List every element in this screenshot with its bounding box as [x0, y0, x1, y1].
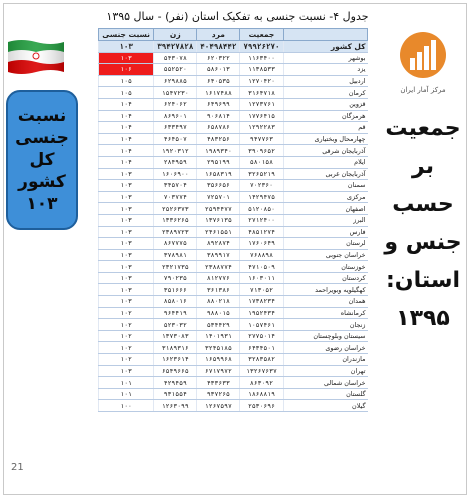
province-cell: لرستان — [283, 238, 368, 250]
table-header-row — [99, 29, 368, 41]
table-row — [99, 226, 368, 238]
population-cell: ۲۷۱۲۴۰۰ — [240, 214, 283, 226]
province-cell: گلستان — [283, 388, 368, 400]
ratio-cell: ۱۰۳ — [99, 180, 154, 192]
female-cell: ۲۸۴۹۵۹ — [154, 156, 197, 168]
ratio-cell: ۱۰۳ — [99, 52, 154, 64]
ratio-cell: ۱۰۱ — [99, 388, 154, 400]
col-header-population: جمعیت — [240, 29, 283, 41]
iran-flag-icon — [6, 36, 66, 76]
col-header-ratio: نسبت جنسی — [99, 29, 154, 41]
table-row — [99, 122, 368, 134]
ratio-cell: ۱۰۲ — [99, 330, 154, 342]
total-male: ۴۰۴۹۸۴۴۲ — [197, 41, 240, 53]
male-cell: ۶۴۰۵۳۵ — [197, 75, 240, 87]
male-cell: ۵۳۴۴۲۹ — [197, 319, 240, 331]
province-cell: خوزستان — [283, 261, 368, 273]
province-cell: یزد — [283, 64, 368, 76]
population-cell: ۶۴۳۴۵۰۱ — [240, 342, 283, 354]
table-row — [99, 261, 368, 273]
male-cell: ۱۶۵۹۹۶۸ — [197, 354, 240, 366]
male-cell: ۲۹۵۱۹۹ — [197, 156, 240, 168]
population-cell: ۳۹۰۹۶۵۲ — [240, 145, 283, 157]
ratio-cell: ۱۰۳ — [99, 214, 154, 226]
male-cell: ۶۲۰۳۲۲ — [197, 52, 240, 64]
population-cell: ۲۵۳۰۶۹۶ — [240, 400, 283, 412]
table-row — [99, 400, 368, 412]
table-row — [99, 145, 368, 157]
ratio-cell: ۱۰۰ — [99, 400, 154, 412]
male-cell: ۵۸۶۰۱۳ — [197, 64, 240, 76]
ratio-cell: ۱۰۴ — [99, 122, 154, 134]
male-cell: ۱۶۱۷۴۸۸ — [197, 87, 240, 99]
table-row — [99, 238, 368, 250]
total-female: ۳۹۴۲۷۸۲۸ — [154, 41, 197, 53]
table-row — [99, 87, 368, 99]
province-cell: کرمان — [283, 87, 368, 99]
male-cell: ۸۸۰۲۱۸ — [197, 296, 240, 308]
table-row — [99, 272, 368, 284]
male-cell: ۱۲۶۷۵۹۷ — [197, 400, 240, 412]
col-header-province — [283, 29, 368, 41]
province-cell: تهران — [283, 365, 368, 377]
male-cell: ۸۹۲۸۷۴ — [197, 238, 240, 250]
province-cell: آذربایجان شرقی — [283, 145, 368, 157]
population-cell: ۳۱۶۴۷۱۸ — [240, 87, 283, 99]
table-row — [99, 168, 368, 180]
province-cell: بوشهر — [283, 52, 368, 64]
population-cell: ۱۹۵۲۴۳۴ — [240, 307, 283, 319]
female-cell: ۱۵۴۷۲۳۰ — [154, 87, 197, 99]
female-cell: ۴۶۴۵۰۷ — [154, 133, 197, 145]
ratio-cell: ۱۰۳ — [99, 284, 154, 296]
table-row — [99, 365, 368, 377]
male-cell: ۳۶۱۳۸۶ — [197, 284, 240, 296]
ratio-cell: ۱۰۵ — [99, 87, 154, 99]
ratio-cell: ۱۰۳ — [99, 249, 154, 261]
male-cell: ۲۵۹۴۴۷۷ — [197, 203, 240, 215]
province-cell: همدان — [283, 296, 368, 308]
table-row — [99, 75, 368, 87]
table-row — [99, 214, 368, 226]
table-title: جدول ۴- نسبت جنسی به تفکیک استان (نفر) - سال ۱۳۹۵ — [106, 10, 369, 23]
ratio-cell: ۱۰۶ — [99, 64, 154, 76]
population-cell: ۷۶۸۸۹۸ — [240, 249, 283, 261]
male-cell: ۱۳۷۶۱۳۵ — [197, 214, 240, 226]
population-cell: ۲۷۷۵۰۱۴ — [240, 330, 283, 342]
province-cell: گیلان — [283, 400, 368, 412]
female-cell: ۱۳۷۳۰۸۳ — [154, 330, 197, 342]
bar-chart-logo-icon — [398, 30, 448, 80]
table-row — [99, 98, 368, 110]
population-cell: ۷۱۳۰۵۲ — [240, 284, 283, 296]
table-row — [99, 377, 368, 389]
table-row — [99, 180, 368, 192]
male-cell: ۳۸۹۹۱۷ — [197, 249, 240, 261]
province-cell: زنجان — [283, 319, 368, 331]
male-cell: ۳۲۴۵۱۸۵ — [197, 342, 240, 354]
female-cell: ۱۲۶۳۰۹۹ — [154, 400, 197, 412]
female-cell: ۱۳۳۶۲۶۵ — [154, 214, 197, 226]
female-cell: ۲۵۲۶۳۷۳ — [154, 203, 197, 215]
badge-line: کل — [29, 150, 55, 170]
province-cell: کهگیلویه وبویراحمد — [283, 284, 368, 296]
province-cell: مازندران — [283, 354, 368, 366]
female-cell: ۱۹۲۰۳۱۲ — [154, 145, 197, 157]
population-cell: ۱۱۳۸۵۳۳ — [240, 64, 283, 76]
female-cell: ۵۵۲۵۲۰ — [154, 64, 197, 76]
male-cell: ۶۷۱۷۹۷۲ — [197, 365, 240, 377]
ratio-cell: ۱۰۳ — [99, 191, 154, 203]
province-cell: مرکزی — [283, 191, 368, 203]
province-cell: خراسان جنوبی — [283, 249, 368, 261]
ratio-cell: ۱۰۱ — [99, 377, 154, 389]
male-cell: ۹۳۷۲۶۵ — [197, 388, 240, 400]
population-cell: ۱۲۷۰۴۲۰ — [240, 75, 283, 87]
total-row — [99, 41, 368, 53]
female-cell: ۵۴۳۰۷۸ — [154, 52, 197, 64]
population-cell: ۵۱۲۰۸۵۰ — [240, 203, 283, 215]
ratio-cell: ۱۰۴ — [99, 98, 154, 110]
population-cell: ۱۲۷۳۷۶۱ — [240, 98, 283, 110]
side-title-line: جنس و — [384, 230, 462, 255]
ratio-cell: ۱۰۵ — [99, 75, 154, 87]
male-cell: ۱۴۰۱۹۳۱ — [197, 330, 240, 342]
badge-line: جنسی — [15, 128, 69, 148]
table-row — [99, 296, 368, 308]
female-cell: ۲۳۲۱۷۳۵ — [154, 261, 197, 273]
population-cell: ۸۶۳۰۹۲ — [240, 377, 283, 389]
female-cell: ۹۳۱۵۵۴ — [154, 388, 197, 400]
female-cell: ۷۰۳۷۷۴ — [154, 191, 197, 203]
province-cell: ایلام — [283, 156, 368, 168]
population-cell: ۱۲۹۲۲۸۳ — [240, 122, 283, 134]
province-cell: هرمزگان — [283, 110, 368, 122]
female-cell: ۶۲۴۰۶۲ — [154, 98, 197, 110]
population-cell: ۳۲۶۵۲۱۹ — [240, 168, 283, 180]
table-row — [99, 191, 368, 203]
side-title-line: استان: — [386, 268, 460, 293]
female-cell: ۱۶۲۳۶۱۴ — [154, 354, 197, 366]
male-cell: ۲۴۶۱۵۵۱ — [197, 226, 240, 238]
female-cell: ۲۳۸۹۷۲۳ — [154, 226, 197, 238]
population-cell: ۹۴۷۷۶۳ — [240, 133, 283, 145]
badge-line: ۱۰۳ — [26, 194, 58, 214]
ratio-cell: ۱۰۴ — [99, 156, 154, 168]
female-cell: ۳۷۸۹۸۱ — [154, 249, 197, 261]
male-cell: ۹۰۶۸۱۴ — [197, 110, 240, 122]
col-header-male: مرد — [197, 29, 240, 41]
male-cell: ۶۵۸۷۸۶ — [197, 122, 240, 134]
table-row — [99, 354, 368, 366]
total-label: کل کشور — [283, 41, 368, 53]
female-cell: ۶۲۹۸۸۵ — [154, 75, 197, 87]
province-cell: اردبیل — [283, 75, 368, 87]
population-cell: ۱۰۵۷۴۶۱ — [240, 319, 283, 331]
ratio-cell: ۱۰۳ — [99, 203, 154, 215]
province-cell: اصفهان — [283, 203, 368, 215]
province-cell: فارس — [283, 226, 368, 238]
ratio-cell: ۱۰۳ — [99, 272, 154, 284]
population-cell: ۱۸۶۸۸۱۹ — [240, 388, 283, 400]
table-row — [99, 52, 368, 64]
male-cell: ۲۳۸۸۷۷۴ — [197, 261, 240, 273]
female-cell: ۱۶۰۶۹۰۰ — [154, 168, 197, 180]
province-cell: چهارمحال وبختیاری — [283, 133, 368, 145]
female-cell: ۶۳۳۴۹۷ — [154, 122, 197, 134]
table-row — [99, 110, 368, 122]
side-title-line: حسب — [392, 192, 454, 217]
population-cell: ۱۴۲۹۴۷۵ — [240, 191, 283, 203]
ratio-cell: ۱۰۲ — [99, 307, 154, 319]
population-cell: ۱۳۲۶۷۶۳۷ — [240, 365, 283, 377]
province-cell: کردستان — [283, 272, 368, 284]
ratio-cell: ۱۰۴ — [99, 145, 154, 157]
province-cell: قم — [283, 122, 368, 134]
col-header-female: زن — [154, 29, 197, 41]
population-cell: ۵۸۰۱۵۸ — [240, 156, 283, 168]
population-cell: ۱۷۷۶۴۱۵ — [240, 110, 283, 122]
table-row — [99, 342, 368, 354]
badge-line: نسبت — [17, 106, 67, 126]
table-row — [99, 319, 368, 331]
total-ratio: ۱۰۳ — [99, 41, 154, 53]
male-cell: ۴۸۳۲۵۶ — [197, 133, 240, 145]
table-row — [99, 307, 368, 319]
female-cell: ۳۵۱۶۶۶ — [154, 284, 197, 296]
male-cell: ۴۳۳۶۳۳ — [197, 377, 240, 389]
side-title-line: ۱۳۹۵ — [396, 306, 450, 331]
page-number: 21 — [11, 462, 24, 473]
female-cell: ۹۶۴۴۱۹ — [154, 307, 197, 319]
male-cell: ۱۶۵۸۳۱۹ — [197, 168, 240, 180]
side-title-line: جمعیت — [385, 116, 461, 141]
female-cell: ۸۶۷۷۷۵ — [154, 238, 197, 250]
province-cell: البرز — [283, 214, 368, 226]
table-row — [99, 249, 368, 261]
population-cell: ۱۷۳۸۲۳۴ — [240, 296, 283, 308]
ratio-cell: ۱۰۲ — [99, 354, 154, 366]
ratio-cell: ۱۰۲ — [99, 342, 154, 354]
female-cell: ۸۵۸۰۱۶ — [154, 296, 197, 308]
logo-text: مرکز آمار ایران — [400, 86, 446, 94]
ratio-cell: ۱۰۴ — [99, 110, 154, 122]
female-cell: ۵۲۳۰۳۲ — [154, 319, 197, 331]
ratio-cell: ۱۰۳ — [99, 296, 154, 308]
province-cell: سیستان وبلوچستان — [283, 330, 368, 342]
population-cell: ۴۷۱۰۵۰۹ — [240, 261, 283, 273]
population-cell: ۴۸۵۱۲۷۴ — [240, 226, 283, 238]
province-cell: کرمانشاه — [283, 307, 368, 319]
ratio-cell: ۱۰۳ — [99, 238, 154, 250]
female-cell: ۶۵۴۹۶۶۵ — [154, 365, 197, 377]
male-cell: ۸۱۲۷۷۶ — [197, 272, 240, 284]
national-sex-ratio-badge — [6, 90, 78, 230]
male-cell: ۷۲۵۷۰۱ — [197, 191, 240, 203]
table-row — [99, 203, 368, 215]
province-cell: قزوین — [283, 98, 368, 110]
population-cell: ۱۷۶۰۶۴۹ — [240, 238, 283, 250]
female-cell: ۴۲۹۴۵۹ — [154, 377, 197, 389]
table-row — [99, 133, 368, 145]
table-row — [99, 156, 368, 168]
side-title — [380, 110, 466, 338]
ratio-cell: ۱۰۲ — [99, 319, 154, 331]
province-cell: خراسان شمالی — [283, 377, 368, 389]
province-cell: آذربایجان غربی — [283, 168, 368, 180]
table-row — [99, 284, 368, 296]
female-cell: ۳۴۵۷۰۴ — [154, 180, 197, 192]
province-cell: سمنان — [283, 180, 368, 192]
ratio-cell: ۱۰۳ — [99, 261, 154, 273]
table-row — [99, 330, 368, 342]
population-cell: ۱۱۶۳۴۰۰ — [240, 52, 283, 64]
male-cell: ۳۵۶۶۵۶ — [197, 180, 240, 192]
male-cell: ۶۴۹۶۹۹ — [197, 98, 240, 110]
male-cell: ۹۸۸۰۱۵ — [197, 307, 240, 319]
population-cell: ۱۶۰۳۰۱۱ — [240, 272, 283, 284]
population-cell: ۷۰۲۳۶۰ — [240, 180, 283, 192]
sci-logo — [390, 30, 456, 102]
ratio-cell: ۱۰۳ — [99, 365, 154, 377]
badge-line: کشور — [18, 172, 66, 192]
population-cell: ۳۲۸۳۵۸۲ — [240, 354, 283, 366]
province-cell: خراسان رضوی — [283, 342, 368, 354]
total-population: ۷۹۹۲۶۲۷۰ — [240, 41, 283, 53]
female-cell: ۳۱۸۹۳۱۶ — [154, 342, 197, 354]
table-row — [99, 388, 368, 400]
female-cell: ۸۶۹۶۰۱ — [154, 110, 197, 122]
male-cell: ۱۹۸۹۳۴۰ — [197, 145, 240, 157]
female-cell: ۷۹۰۲۳۵ — [154, 272, 197, 284]
ratio-cell: ۱۰۴ — [99, 133, 154, 145]
side-title-line: بر — [412, 154, 434, 179]
ratio-cell: ۱۰۳ — [99, 168, 154, 180]
sex-ratio-table — [98, 28, 368, 412]
table-row — [99, 64, 368, 76]
ratio-cell: ۱۰۳ — [99, 226, 154, 238]
